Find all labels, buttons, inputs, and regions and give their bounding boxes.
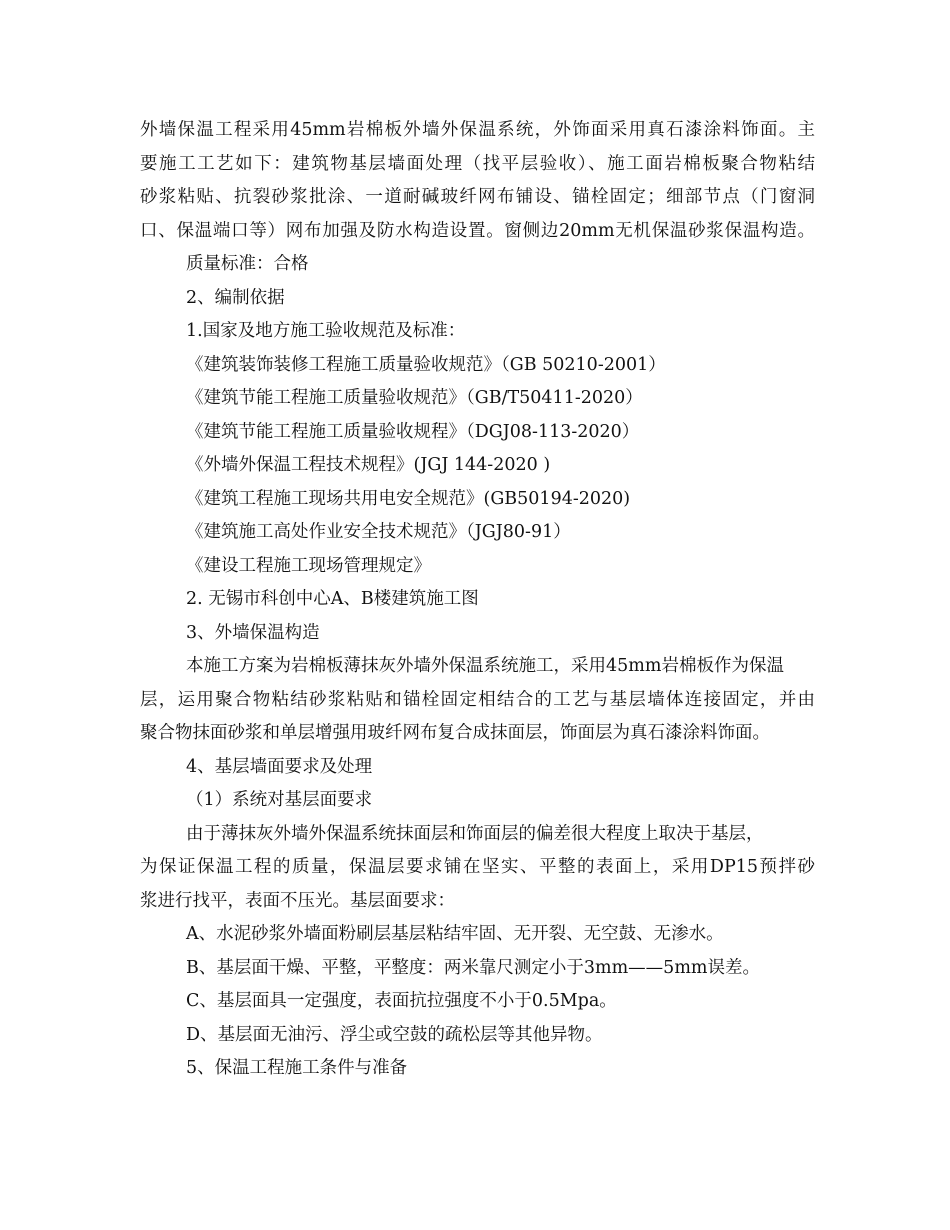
reference-item: 《外墙外保温工程技术规程》(JGJ 144-2020 ): [186, 455, 551, 475]
quality-standard: 质量标准：合格: [186, 254, 309, 274]
section-heading-5: 5、保温工程施工条件与准备: [186, 1058, 408, 1078]
requirement-item: C、基层面具一定强度，表面抗拉强度不小于0.5Mpa。: [186, 991, 617, 1011]
reference-item: 《建筑装饰装修工程施工质量验收规范》（GB 50210-2001）: [186, 354, 666, 375]
reference-item: 《建筑施工高处作业安全技术规范》（JGJ80-91）: [186, 522, 571, 542]
paragraph-line: 砂浆粘贴、抗裂砂浆批涂、一道耐碱玻纤网布铺设、锚栓固定；细部节点（门窗洞: [140, 187, 815, 207]
paragraph-line: 浆进行找平，表面不压光。基层面要求：: [140, 890, 455, 911]
basis-item-2: 2. 无锡市科创中心A、B楼建筑施工图: [186, 589, 479, 609]
requirement-item: B、基层面干燥、平整，平整度：两米靠尺测定小于3mm——5mm误差。: [186, 957, 761, 978]
reference-item: 《建筑工程施工现场共用电安全规范》(GB50194-2020): [186, 488, 631, 509]
paragraph-line: 要施工工艺如下：建筑物基层墙面处理（找平层验收）、施工面岩棉板聚合物粘结: [140, 153, 815, 174]
requirement-item: A、水泥砂浆外墙面粉刷层基层粘结牢固、无开裂、无空鼓、无渗水。: [186, 924, 724, 944]
reference-item: 《建筑节能工程施工质量验收规范》（GB/T50411-2020）: [186, 388, 643, 408]
paragraph-line: 聚合物抹面砂浆和单层增强用玻纤网布复合成抹面层，饰面层为真石漆涂料饰面。: [140, 723, 770, 743]
section-heading-3: 3、外墙保温构造: [186, 622, 320, 643]
paragraph-line: 本施工方案为岩棉板薄抹灰外墙外保温系统施工，采用45mm岩棉板作为保温: [186, 656, 784, 676]
subsection-heading-1: （1）系统对基层面要求: [186, 790, 373, 810]
paragraph-line: 为保证保温工程的质量，保温层要求铺在坚实、平整的表面上，采用DP15预拌砂: [140, 857, 815, 877]
reference-item: 《建筑节能工程施工质量验收规程》（DGJ08-113-2020）: [186, 421, 640, 442]
paragraph-line: 由于薄抹灰外墙外保温系统抹面层和饰面层的偏差很大程度上取决于基层，: [186, 823, 764, 844]
paragraph-line: 外墙保温工程采用45mm岩棉板外墙外保温系统，外饰面采用真石漆涂料饰面。主: [140, 120, 815, 140]
section-heading-2: 2、编制依据: [186, 287, 285, 308]
reference-item: 《建设工程施工现场管理规定》: [186, 555, 431, 576]
basis-heading-1: 1.国家及地方施工验收规范及标准：: [186, 321, 466, 341]
section-heading-4: 4、基层墙面要求及处理: [186, 756, 373, 777]
requirement-item: D、基层面无油污、浮尘或空鼓的疏松层等其他异物。: [186, 1024, 603, 1045]
paragraph-line: 口、保温端口等）网布加强及防水构造设置。窗侧边20mm无机保温砂浆保温构造。: [140, 220, 815, 241]
paragraph-line: 层，运用聚合物粘结砂浆粘贴和锚栓固定相结合的工艺与基层墙体连接固定，并由: [140, 689, 815, 710]
document-page: [140, 114, 815, 1086]
